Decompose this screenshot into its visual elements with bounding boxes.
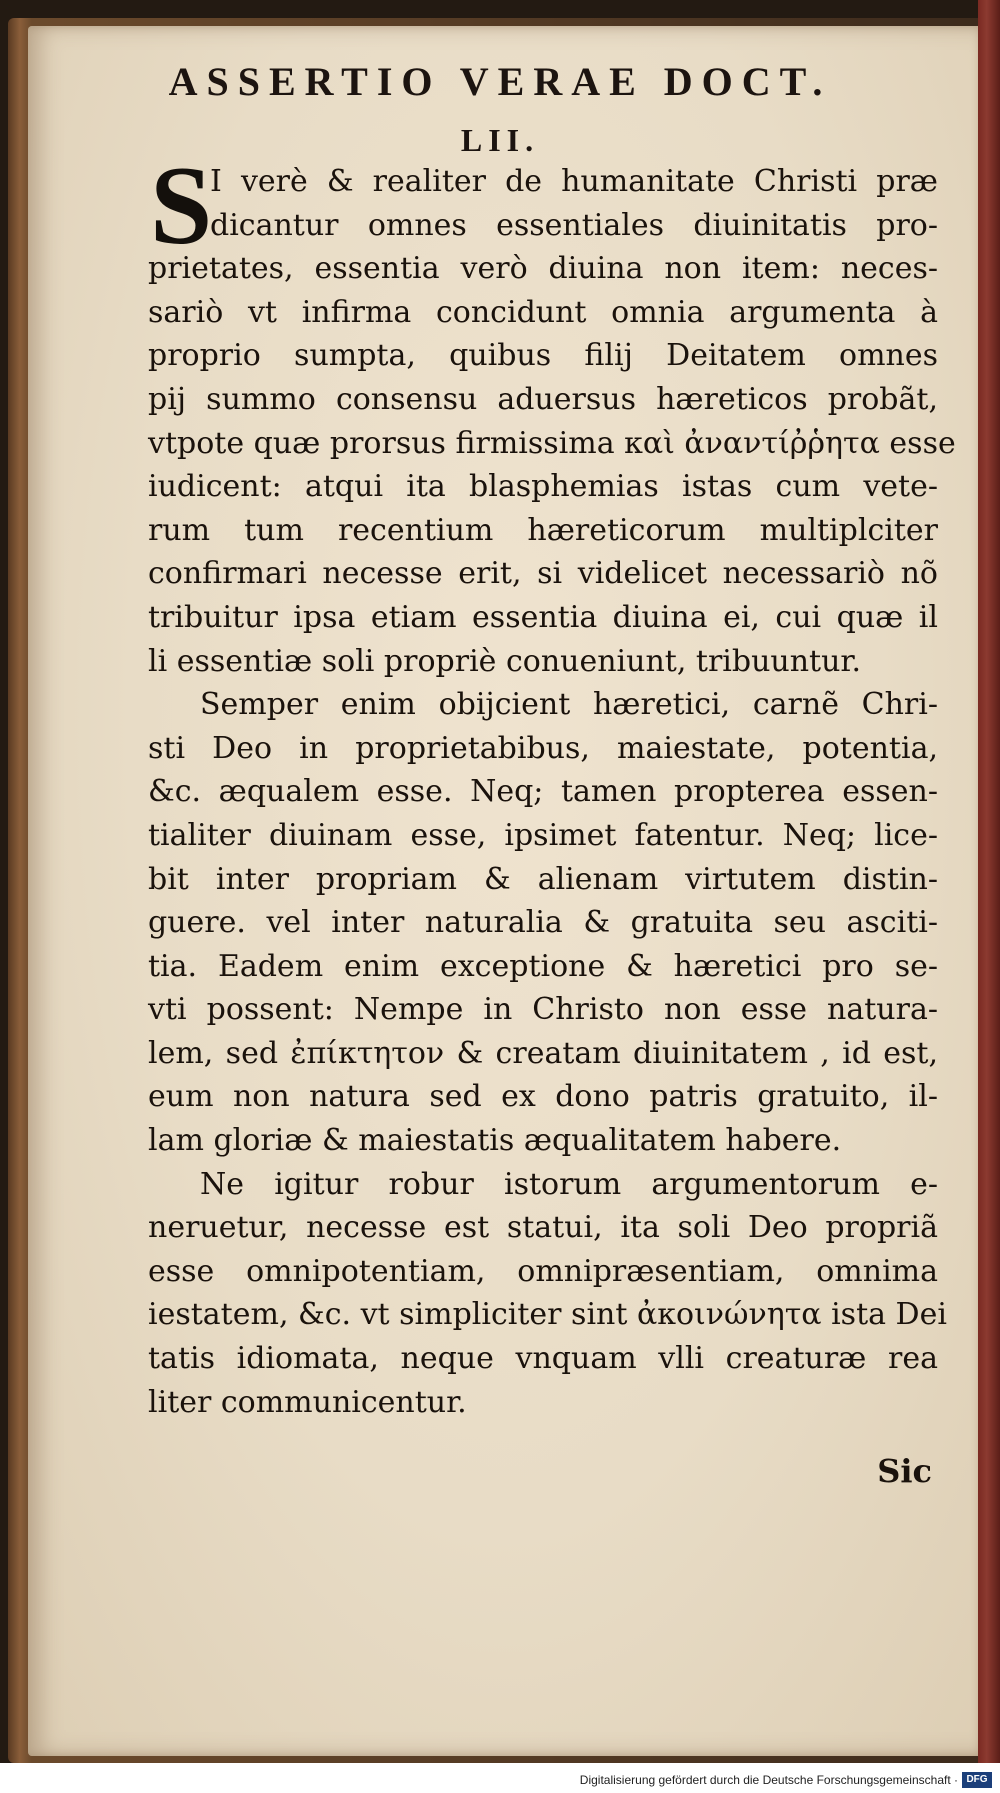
- text-line: tatis idiomata, neque vnquam vlli creaturæ rea: [148, 1341, 938, 1377]
- text-line: neruetur, necesse est statui, ita soli Deo propriã: [148, 1210, 938, 1246]
- text-line: li essentiæ soli propriè conueniunt, tribuuntur.: [148, 643, 862, 679]
- text-line: Semper enim obijcient hæretici, carnẽ Chri-: [200, 687, 938, 723]
- text-line: sti Deo in proprietabibus, maiestate, potentia,: [148, 730, 938, 766]
- drop-cap: S: [150, 144, 213, 268]
- text-line: I verè & realiter de humanitate Christi præ: [210, 164, 938, 199]
- funding-credit: Digitalisierung gefördert durch die Deutsche Forschungsgemeinschaft ·: [579, 1773, 958, 1787]
- body-text: [148, 160, 956, 1424]
- paragraph-3: [148, 1163, 947, 1425]
- text-line: &c. æqualem esse. Neq; tamen propterea essen-: [148, 774, 938, 810]
- text-line: tialiter diuinam esse, ipsimet fatentur. Neq; lice-: [148, 817, 938, 853]
- text-line: iudicent: atqui ita blasphemias istas cum vete-: [148, 469, 938, 505]
- text-line: guere. vel inter naturalia & gratuita seu asciti-: [148, 905, 938, 941]
- paragraph-1: [148, 160, 938, 247]
- text-line: iestatem, &c. vt simpliciter sint ἀκοινώνητα ista Dei: [148, 1297, 947, 1333]
- text-line: sariò vt infirma concidunt omnia argumenta à: [148, 294, 938, 330]
- running-head: ASSERTIO VERAE DOCT.: [168, 59, 832, 104]
- text-line: lem, sed ἐπίκτητον & creatam diuinitatem , id est,: [148, 1035, 938, 1071]
- section-number: LII.: [460, 122, 540, 158]
- text-line: bit inter propriam & alienam virtutem distin-: [148, 861, 938, 897]
- text-line: pij summo consensu aduersus hæreticos probãt,: [148, 381, 938, 417]
- text-line: dicantur omnes essentiales diuinitatis pro-: [210, 207, 938, 243]
- text-line: Ne igitur robur istorum argumentorum e-: [200, 1166, 938, 1202]
- text-line: vti possent: Nempe in Christo non esse natura-: [148, 992, 938, 1028]
- digitization-footer: [0, 1763, 1000, 1793]
- text-line: liter communicentur.: [148, 1384, 467, 1420]
- text-line: eum non natura sed ex dono patris gratuito, il-: [148, 1079, 938, 1115]
- text-line: lam gloriæ & maiestatis æqualitatem habere.: [148, 1123, 842, 1159]
- text-line: rum tum recentium hæreticorum multiplciter: [148, 512, 938, 548]
- text-line: tribuitur ipsa etiam essentia diuina ei, cui quæ il: [148, 599, 938, 635]
- paragraph-2: [148, 683, 938, 1163]
- text-line: esse omnipotentiam, omnipræsentiam, omnima: [148, 1253, 938, 1289]
- text-line: confirmari necesse erit, si videlicet necessariò nõ: [148, 556, 938, 592]
- catchword: Sic: [877, 1452, 932, 1490]
- text-line: tia. Eadem enim exceptione & hæretici pro se-: [148, 948, 938, 984]
- text-line: vtpote quæ prorsus firmissima καὶ ἀναντίῤῥητα esse: [148, 425, 956, 461]
- dfg-logo-icon: DFG: [962, 1772, 992, 1788]
- text-line: proprio sumpta, quibus filij Deitatem omnes: [148, 338, 938, 374]
- text-line: prietates, essentia verò diuina non item: neces-: [148, 251, 938, 287]
- paragraph-1-cont: [148, 247, 956, 683]
- binding-edge: [978, 0, 1000, 1793]
